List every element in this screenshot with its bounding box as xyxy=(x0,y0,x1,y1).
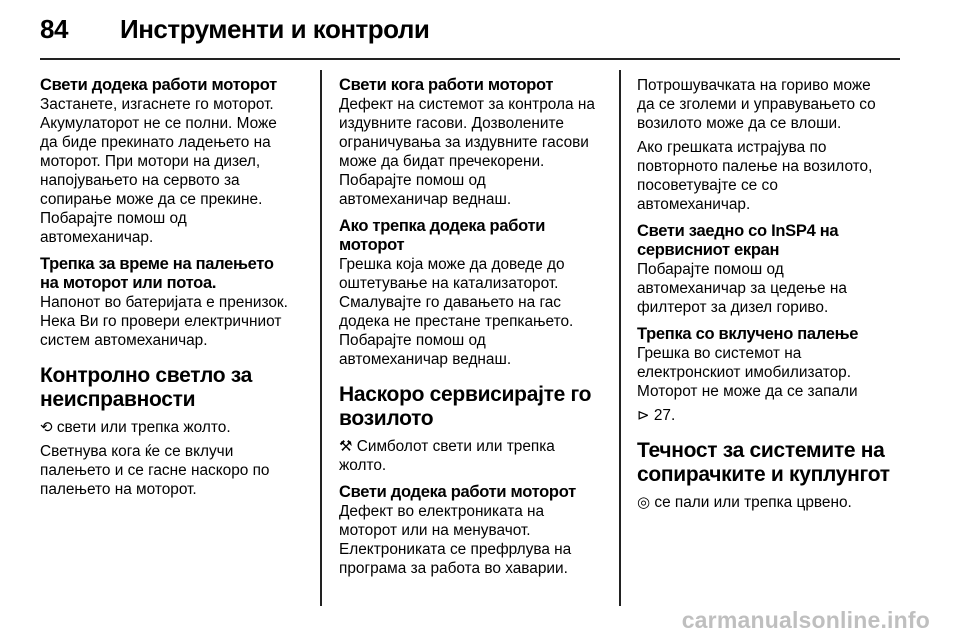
heading-line: сопирачките и куплунгот xyxy=(637,463,890,486)
text-line: систем автомеханичар. xyxy=(40,332,208,349)
heading-line: Течност за системите на xyxy=(637,439,885,462)
paragraph xyxy=(40,293,306,350)
heading-line: сервисниот екран xyxy=(637,241,780,259)
section xyxy=(40,76,306,247)
paragraph xyxy=(339,255,605,369)
text-line: автомеханичар веднаш. xyxy=(339,191,512,208)
text-line: Симболот свети или трепка xyxy=(352,438,555,455)
section xyxy=(637,222,903,317)
text-line: повторното палење на возилото, xyxy=(637,158,873,175)
text-line: може да бидат пречекорени. xyxy=(339,153,545,170)
heading-line: Наскоро сервисирајте го xyxy=(339,383,592,406)
text-line: Дефект на системот за контрола на xyxy=(339,96,595,113)
text-line: се пали или трепка црвено. xyxy=(650,494,852,511)
section xyxy=(339,217,605,369)
text-line: Ако грешката истрајува по xyxy=(637,139,827,156)
paragraph xyxy=(637,76,903,133)
text-line: возилото може да се влоши. xyxy=(637,115,842,132)
text-line: автомеханичар. xyxy=(40,229,154,246)
column-divider xyxy=(619,70,621,606)
text-line: сопирање може да се прекине. xyxy=(40,191,263,208)
text-line: посоветувајте се со xyxy=(637,177,778,194)
text-line: Смалувајте го давањето на гас xyxy=(339,294,561,311)
text-line: Побарајте помош од xyxy=(339,332,486,349)
section-heading xyxy=(637,439,903,487)
section-heading xyxy=(339,217,605,255)
paragraph xyxy=(40,418,306,437)
text-line: оштетување на катализаторот. xyxy=(339,275,559,292)
text-line: да биде прекинато ладењето на xyxy=(40,134,271,151)
heading-line: на моторот или потоа. xyxy=(40,274,217,292)
paragraph xyxy=(637,138,903,214)
heading-line: моторот xyxy=(339,236,405,254)
section-heading xyxy=(40,76,306,95)
text-line: моторот. При мотори на дизел, xyxy=(40,153,261,170)
header-divider xyxy=(40,58,900,60)
text-line: Моторот не може да се запали xyxy=(637,383,858,400)
text-line: автомеханичар за цедење на xyxy=(637,280,847,297)
text-line: ограничувања за издувните гасови xyxy=(339,134,589,151)
heading-line: неисправности xyxy=(40,388,196,411)
heading-line: Ако трепка додека работи xyxy=(339,217,546,235)
page-header xyxy=(40,14,900,58)
heading-line: Трепка за време на палењето xyxy=(40,255,274,273)
text-column-2 xyxy=(339,76,605,578)
section xyxy=(339,383,605,475)
text-line: Нека Ви го провери електричниот xyxy=(40,313,282,330)
section-heading xyxy=(339,76,605,95)
text-line: Електрониката се префрлува на xyxy=(339,541,572,558)
paragraph xyxy=(40,442,306,499)
text-line: електронскиот имобилизатор. xyxy=(637,364,852,381)
paragraph xyxy=(339,437,605,475)
section xyxy=(40,364,306,499)
section-heading xyxy=(339,383,605,431)
text-line: Грешка во системот на xyxy=(637,345,802,362)
section xyxy=(637,439,903,512)
text-line: автомеханичар. xyxy=(637,196,751,213)
text-line: жолто. xyxy=(339,457,387,474)
heading-line: Свети заедно со InSP4 на xyxy=(637,222,839,240)
page-ref-icon: ⊳ xyxy=(637,407,650,424)
paragraph xyxy=(339,502,605,578)
section xyxy=(339,76,605,209)
text-line: да се зголеми и управувањето со xyxy=(637,96,876,113)
paragraph xyxy=(637,493,903,512)
text-line: палењето на моторот. xyxy=(40,481,197,498)
section xyxy=(339,483,605,578)
text-line: Побарајте помош од xyxy=(339,172,486,189)
section xyxy=(637,325,903,425)
page-title: Инструменти и контроли xyxy=(120,14,430,44)
paragraph xyxy=(339,95,605,209)
text-line: Светнува кога ќе се вклучи xyxy=(40,443,234,460)
heading-line: Свети додека работи моторот xyxy=(40,76,277,94)
text-line: палењето и се гасне наскоро по xyxy=(40,462,270,479)
service-vehicle-icon: ⚒ xyxy=(339,438,353,455)
section-heading xyxy=(40,364,306,412)
heading-line: Свети додека работи моторот xyxy=(339,483,576,501)
text-line: напојувањето на сервото за xyxy=(40,172,240,189)
heading-line: возилото xyxy=(339,407,434,430)
watermark: carmanualsonline.info xyxy=(681,607,930,633)
text-line: додека не престане трепкањето. xyxy=(339,313,574,330)
section-heading xyxy=(339,483,605,502)
text-column-3 xyxy=(637,76,903,512)
column-divider xyxy=(320,70,322,606)
paragraph xyxy=(40,95,306,247)
text-line: Грешка која може да доведе до xyxy=(339,256,565,273)
heading-line: Свети кога работи моторот xyxy=(339,76,554,94)
text-line: Застанете, изгаснете го моторот. xyxy=(40,96,274,113)
paragraph xyxy=(637,406,903,425)
section-heading xyxy=(637,325,903,344)
text-column-1 xyxy=(40,76,306,499)
heading-line: Трепка со вклучено палење xyxy=(637,325,859,343)
text-line: 27. xyxy=(649,407,676,424)
text-line: свети или трепка жолто. xyxy=(52,419,231,436)
paragraph xyxy=(637,260,903,317)
text-line: филтерот за дизел гориво. xyxy=(637,299,829,316)
text-line: Напонот во батеријата е пренизок. xyxy=(40,294,288,311)
paragraph xyxy=(637,344,903,401)
text-line: моторот или на менувачот. xyxy=(339,522,531,539)
text-line: Акумулаторот не се полни. Може xyxy=(40,115,277,132)
engine-check-icon: ⟲ xyxy=(40,419,53,436)
section xyxy=(40,255,306,350)
text-line: автомеханичар веднаш. xyxy=(339,351,512,368)
page-number: 84 xyxy=(40,14,68,44)
text-line: Побарајте помош од xyxy=(637,261,784,278)
brake-fluid-icon: ◎ xyxy=(637,494,651,511)
section-heading xyxy=(40,255,306,293)
section xyxy=(637,76,903,214)
text-line: Дефект во електрониката на xyxy=(339,503,545,520)
heading-line: Контролно светло за xyxy=(40,364,253,387)
text-line: Побарајте помош од xyxy=(40,210,187,227)
text-line: Потрошувачката на гориво може xyxy=(637,77,871,94)
text-line: програма за работа во хаварии. xyxy=(339,560,568,577)
text-line: издувните гасови. Дозволените xyxy=(339,115,564,132)
section-heading xyxy=(637,222,903,260)
